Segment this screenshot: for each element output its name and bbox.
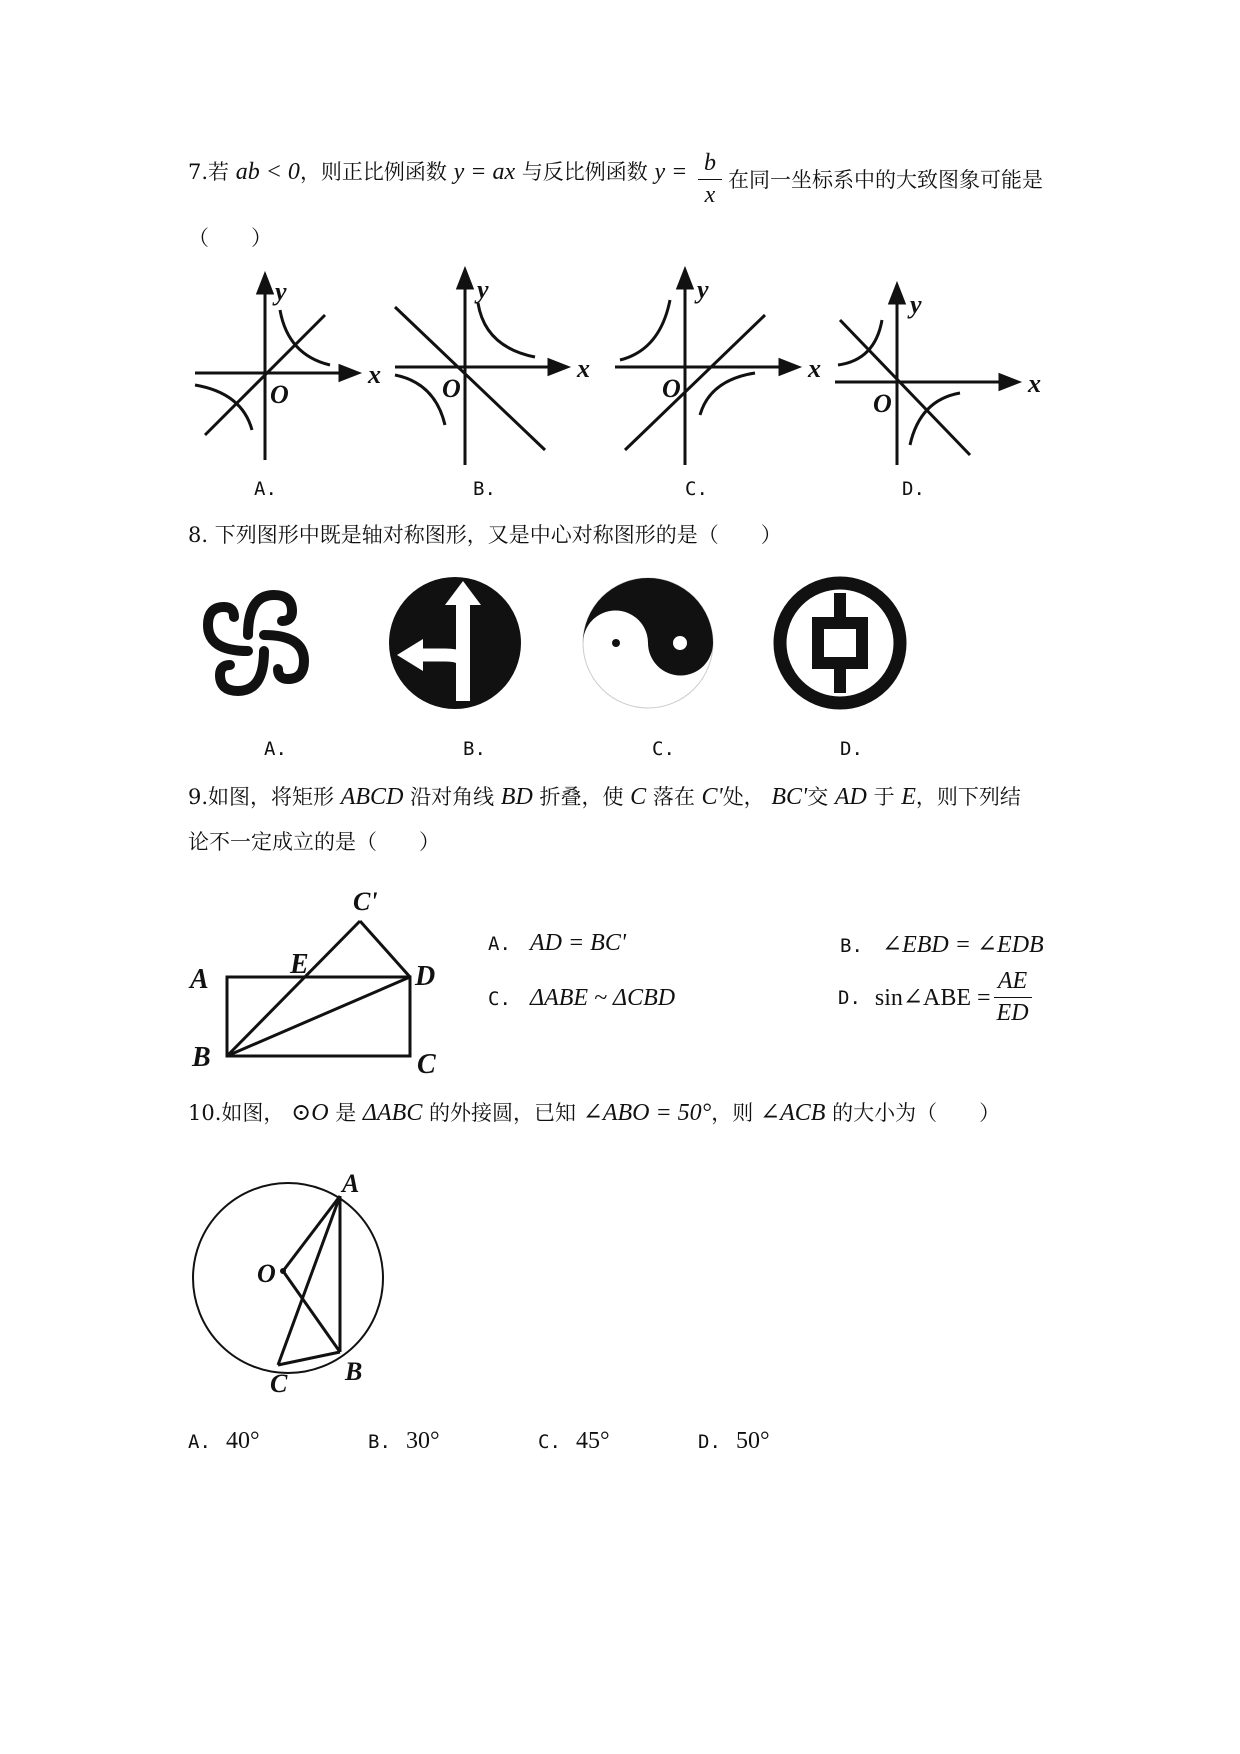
- q7-graph-c-y-label: y: [697, 275, 709, 304]
- q10-option-c[interactable]: C. 45°: [538, 1428, 610, 1454]
- q7-option-a[interactable]: A.: [254, 478, 277, 500]
- q10-option-b[interactable]: B. 30°: [368, 1428, 440, 1454]
- q9-option-d[interactable]: D. sin∠ABE = $\frac{AE}{ED}$: [838, 968, 1035, 1027]
- q10-label-c: C: [270, 1369, 288, 1398]
- q7-graph-a-x-label: x: [368, 360, 381, 389]
- q10-stem: 10.如图， ⊙O 是 ΔABC 的外接圆，已知 ∠ABO = 50°，则 ∠ACB 的大小为（ ）: [188, 1100, 1001, 1126]
- q7-fraction: b x: [698, 150, 722, 209]
- q9-option-d-fraction: $\frac{AE}{ED}$: [994, 968, 1032, 1027]
- q7-stem: 7.若 ab < 0，则正比例函数 y = ax 与反比例函数 y =: [188, 159, 688, 185]
- q7-graphs: [180, 265, 1050, 465]
- q7-number: 7.: [188, 160, 209, 184]
- q7-graph-d: [835, 285, 1041, 465]
- q7-option-b[interactable]: B.: [473, 478, 496, 500]
- q8-option-d[interactable]: D.: [840, 738, 863, 760]
- q9-figure: [185, 880, 465, 1080]
- q7-graph-c: [615, 270, 821, 465]
- q8-option-c[interactable]: C.: [652, 738, 675, 760]
- q7-option-d[interactable]: D.: [902, 478, 925, 500]
- q7-graph-a: [195, 275, 381, 460]
- q8-figure-d-coin: [780, 583, 900, 703]
- q7-inverse-fn: y =: [654, 159, 688, 185]
- q7-graph-d-origin: O: [873, 389, 892, 418]
- q9-stem-line2: 论不一定成立的是（ ）: [188, 830, 440, 854]
- q9-option-b[interactable]: B. ∠EBD = ∠EDB: [840, 932, 1044, 958]
- q8-option-b[interactable]: B.: [463, 738, 486, 760]
- q9-label-e: E: [290, 949, 309, 980]
- q7-linear-fn: y = ax: [453, 159, 516, 185]
- q7-answer-paren: （ ）: [188, 226, 272, 250]
- q10-label-a: A: [342, 1169, 360, 1198]
- q8-stem: 8. 下列图形中既是轴对称图形，又是中心对称图形的是（ ）: [188, 523, 782, 547]
- q10-label-b: B: [345, 1357, 363, 1386]
- q7-graph-d-y-label: y: [910, 290, 922, 319]
- q7-graph-c-origin: O: [662, 374, 681, 403]
- q8-figure-b-road-sign: [389, 577, 521, 709]
- q7-graph-a-origin: O: [270, 380, 289, 409]
- q9-label-d: D: [415, 961, 436, 992]
- q7-graph-b-y-label: y: [477, 275, 489, 304]
- q7-graph-a-y-label: y: [275, 277, 287, 306]
- q10-option-a[interactable]: A. 40°: [188, 1428, 260, 1454]
- q7-graph-b-x-label: x: [577, 354, 590, 383]
- q9-label-b: B: [192, 1042, 211, 1073]
- q7-option-c[interactable]: C.: [685, 478, 708, 500]
- q9-label-c: C: [417, 1049, 436, 1080]
- q7-graph-b-origin: O: [442, 374, 461, 403]
- q8-figure-a-swirl: [208, 595, 304, 691]
- q8-option-a[interactable]: A.: [264, 738, 287, 760]
- q7-graph-b: [395, 270, 590, 465]
- q9-label-a: A: [190, 964, 209, 995]
- q7-graph-d-x-label: x: [1028, 369, 1041, 398]
- q8-figures: [190, 575, 920, 715]
- q10-label-o: O: [257, 1259, 276, 1288]
- q10-option-d[interactable]: D. 50°: [698, 1428, 770, 1454]
- q8-figure-c-yin-yang: [583, 578, 713, 708]
- q7-cond: ab < 0: [235, 159, 300, 185]
- q9-stem: 9.如图，将矩形 ABCD 沿对角线 BD 折叠，使 C 落在 C'处， BC'交 AD 于 E，则下列结: [188, 784, 1021, 810]
- q9-option-c[interactable]: C. ΔABE ~ ΔCBD: [488, 985, 676, 1011]
- q9-label-c-prime: C': [353, 887, 378, 916]
- q10-figure: [185, 1160, 405, 1400]
- q7-graph-c-x-label: x: [808, 354, 821, 383]
- q9-option-a[interactable]: A. AD = BC': [488, 930, 626, 956]
